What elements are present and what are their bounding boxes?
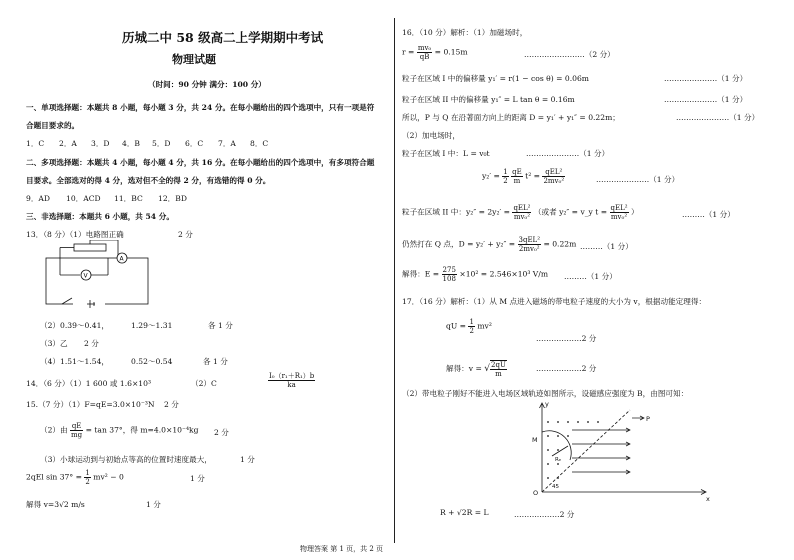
q16-l10-fd: 108	[442, 275, 456, 283]
q15-score3: 1 分	[240, 455, 255, 464]
q16-l6: 粒子在区域 I 中：L = v₀t	[402, 149, 490, 158]
q16-l2-score: …………………（1 分）	[664, 74, 748, 83]
mc-answer: 9．AD	[26, 194, 50, 203]
q17-e3-score: ………………2 分	[514, 510, 575, 519]
section2-heading: 二、多项选择题：本题共 4 小题，每小题 4 分，共 16 分。在每小题给出的四个选项中，有多项符合题	[26, 158, 375, 167]
q16-l8-fd2: mv₀²	[610, 213, 628, 221]
q17-e1-score: ………………2 分	[536, 334, 597, 343]
mc-answer: 5．D	[152, 139, 171, 148]
q15-eq4-den: 2	[85, 478, 90, 486]
q16-l6-score: …………………（1 分）	[526, 149, 610, 158]
q16-l7-mid: t² =	[525, 171, 541, 181]
circuit-diagram	[40, 240, 155, 308]
q17-e1-right: mv²	[477, 321, 492, 331]
q15-line2-prefix: （2）由	[40, 425, 68, 435]
q13-line1: 13．（8 分）（1）电路图正确	[26, 230, 124, 239]
fig-p-label: P	[646, 415, 650, 423]
mc-answer: 11．BC	[114, 194, 143, 203]
q17-e1	[446, 318, 492, 335]
q16-l8	[402, 204, 639, 221]
q16-l8-fn2: qEL²	[610, 204, 628, 212]
page-footer: 物理答案 第 1 页，共 2 页	[300, 545, 384, 553]
left-column	[0, 0, 392, 560]
q15-eq4-num: 1	[85, 469, 90, 477]
q16-l9-left: 仍然打在 Q 点，D = y₂′ + y₂″ =	[402, 239, 516, 249]
q16-l8-fd: mv₀²	[513, 213, 531, 221]
q15-score2: 2 分	[214, 428, 229, 437]
q13-score1: 2 分	[178, 230, 193, 239]
page-title: 历城二中 58 级高二上学期期中考试	[122, 30, 324, 45]
q16-l10-fn: 275	[442, 266, 456, 274]
q17-e2-left: 解得：v =	[446, 364, 482, 373]
q15-line4	[26, 469, 124, 486]
q17-line1: 17．（16 分）解析：（1）从 M 点进入磁场的带电粒子速度的大小为 v，根据动能定理得：	[402, 297, 707, 306]
q17-figure	[522, 398, 712, 502]
fig-o-label: O	[533, 489, 539, 497]
q16-r-left: r =	[402, 47, 415, 57]
fig-angle-label: 45	[552, 484, 559, 490]
q16-l5: （2）加电场时，	[402, 131, 460, 140]
mc-answer: 1．C	[26, 139, 45, 148]
q16-l10	[402, 266, 548, 283]
q16-l4-score: …………………（1 分）	[676, 113, 760, 122]
q16-r-eq	[402, 44, 468, 61]
q13-line2b: 1.29～1.31	[131, 321, 173, 330]
q17-e2: 解得：v = √ $\frac{2qU}{m}$	[446, 361, 506, 378]
mc-answer: 12．BD	[158, 194, 187, 203]
q16-l3-score: …………………（1 分）	[664, 95, 748, 104]
column-divider	[394, 18, 395, 543]
q16-l9-right: = 0.22m	[543, 239, 577, 249]
q15-line5: 解得 v=3√2 m/s	[26, 500, 85, 509]
q16-l7-f1n: 1	[503, 168, 508, 176]
q15-score4: 1 分	[190, 474, 205, 483]
q16-line1: 16．（10 分）解析：（1）加磁场时，	[402, 28, 528, 37]
q16-r-den: qB	[419, 53, 430, 61]
q16-r-num: mv₀	[417, 44, 432, 52]
section1-heading-cont: 合题目要求的。	[26, 121, 80, 130]
q16-l8-mid: （或者 y₂″ = v_y t =	[533, 207, 608, 217]
q13-line2c: 各 1 分	[208, 321, 233, 330]
q16-l7-left: y₂′ =	[482, 171, 500, 181]
right-column	[396, 0, 794, 560]
q15-line1: 15.（7 分）（1）F=qE=3.0×10⁻³N	[26, 400, 155, 409]
q16-l10-right: ×10² = 2.546×10³ V/m	[459, 269, 549, 279]
fig-m-label: M	[532, 436, 538, 444]
q15-eq4-right: mv² − 0	[93, 472, 124, 482]
q16-r-right: = 0.15m	[434, 47, 468, 57]
q16-l9-fn: 3qEL²	[518, 236, 541, 244]
section1-heading: 一、单项选择题：本题共 8 小题，每小题 3 分，共 24 分。在每小题给出的四个选项中，只有一项是符	[26, 103, 375, 112]
q16-l7-f3n: qEL²	[542, 168, 565, 177]
q14-fraction	[268, 372, 315, 389]
q13-line4c: 各 1 分	[203, 357, 228, 366]
q16-l7-f2d: m	[513, 177, 521, 185]
q15-line2-suffix: = tan 37°，得 m=4.0×10⁻⁴kg	[85, 425, 199, 435]
q13-line4a: （4）1.51～1.54，	[40, 357, 110, 366]
q16-l8-end: ）	[630, 207, 639, 217]
q16-l4: 所以，P 与 Q 在沿著面方向上的距离 D = y₁′ + y₁″ = 0.22m；	[402, 113, 620, 122]
q17-e3: R + √2R = L	[440, 508, 489, 517]
mc-answer: 7．A	[218, 139, 236, 148]
q15-eq4-left: 2qEl sin 37° =	[26, 472, 82, 482]
q16-l10-left: 解得：E =	[402, 269, 440, 279]
q17-e1-n: 1	[469, 318, 474, 326]
mc-answer: 8．C	[250, 139, 269, 148]
q16-l2: 粒子在区域 I 中的偏移量 y₁′ = r(1 − cos θ) = 0.06m	[402, 74, 590, 83]
q16-l7-f2n: qE	[512, 168, 522, 176]
section2-heading-cont: 目要求。全部选对的得 4 分，选对但不全的得 2 分，有选错的得 0 分。	[26, 176, 271, 185]
q15-line3: （3）小球运动到与初始点等高的位置时速度最大，	[40, 455, 212, 464]
mc-answer: 6．C	[185, 139, 204, 148]
section3-heading: 三、非选择题：本题共 6 小题，共 54 分。	[26, 212, 174, 221]
q15-line2	[40, 422, 199, 439]
q15-line2-num: qE	[71, 422, 82, 430]
q16-l9-fd: 2mv₀²	[518, 245, 540, 253]
q17-e2-score: ………………2 分	[536, 364, 597, 373]
q17-e1-d: 2	[469, 327, 474, 335]
voltmeter-label: V	[83, 272, 88, 280]
q16-l7	[482, 168, 565, 185]
q16-l7-score: …………………（1 分）	[596, 175, 680, 184]
q16-l8-fn: qEL²	[513, 204, 531, 212]
page-subtitle: 物理试题	[172, 53, 216, 66]
q16-l3: 粒子在区域 II 中的偏移量 y₁″ = L tan θ = 0.16m	[402, 95, 575, 104]
ammeter-label: A	[119, 255, 124, 263]
q16-l8-score: ………（1 分）	[682, 210, 735, 219]
fig-y-label: y	[545, 400, 549, 408]
q16-l10-score: ………（1 分）	[564, 272, 617, 281]
q16-l7-f1d: 2	[503, 177, 508, 185]
q14-frac-den: ka	[287, 381, 296, 389]
q14-part2: （2）C	[191, 379, 217, 388]
q14-line: 14．（6 分）（1）1 600 或 1.6×10³	[26, 379, 152, 388]
fig-x-label: x	[706, 495, 710, 502]
q15-score1: 2 分	[164, 400, 179, 409]
q17-line3: （2）带电粒子刚好不能进入电场区域轨迹如图所示，设磁感应强度为 B，由图可知：	[402, 389, 689, 398]
mc-answer: 10．ACD	[66, 194, 101, 203]
q14-frac-num: I₀（r₁＋R₁）b	[269, 372, 315, 380]
mc-answer: 2．A	[59, 139, 77, 148]
mc-answer: 3．D	[91, 139, 110, 148]
q13-line3a: （3）乙	[40, 339, 68, 348]
q16-l8-left: 粒子在区域 II 中：y₂″ = 2y₂′ =	[402, 207, 511, 217]
q13-line4b: 0.52～0.54	[131, 357, 173, 366]
mc-answer: 4．B	[122, 139, 141, 148]
q16-l9	[402, 236, 576, 253]
q15-score5: 1 分	[146, 500, 161, 509]
q17-e1-left: qU =	[446, 321, 467, 331]
q13-line3b: 2 分	[84, 339, 99, 348]
fig-r-label: Rₑ	[555, 457, 562, 463]
q16-l7-f3d: 2mv₀²	[543, 177, 565, 185]
q13-line2a: （2）0.39～0.41，	[40, 321, 110, 330]
q15-line2-den: mg	[71, 431, 83, 439]
q16-r-score: ……………………（2 分）	[524, 50, 615, 59]
q16-l9-score: ………（1 分）	[580, 242, 633, 251]
exam-meta: （时间：90 分钟 满分：100 分）	[148, 80, 266, 89]
q17-e2-n: 2qU	[491, 361, 506, 369]
q17-e2-d: m	[495, 370, 502, 378]
